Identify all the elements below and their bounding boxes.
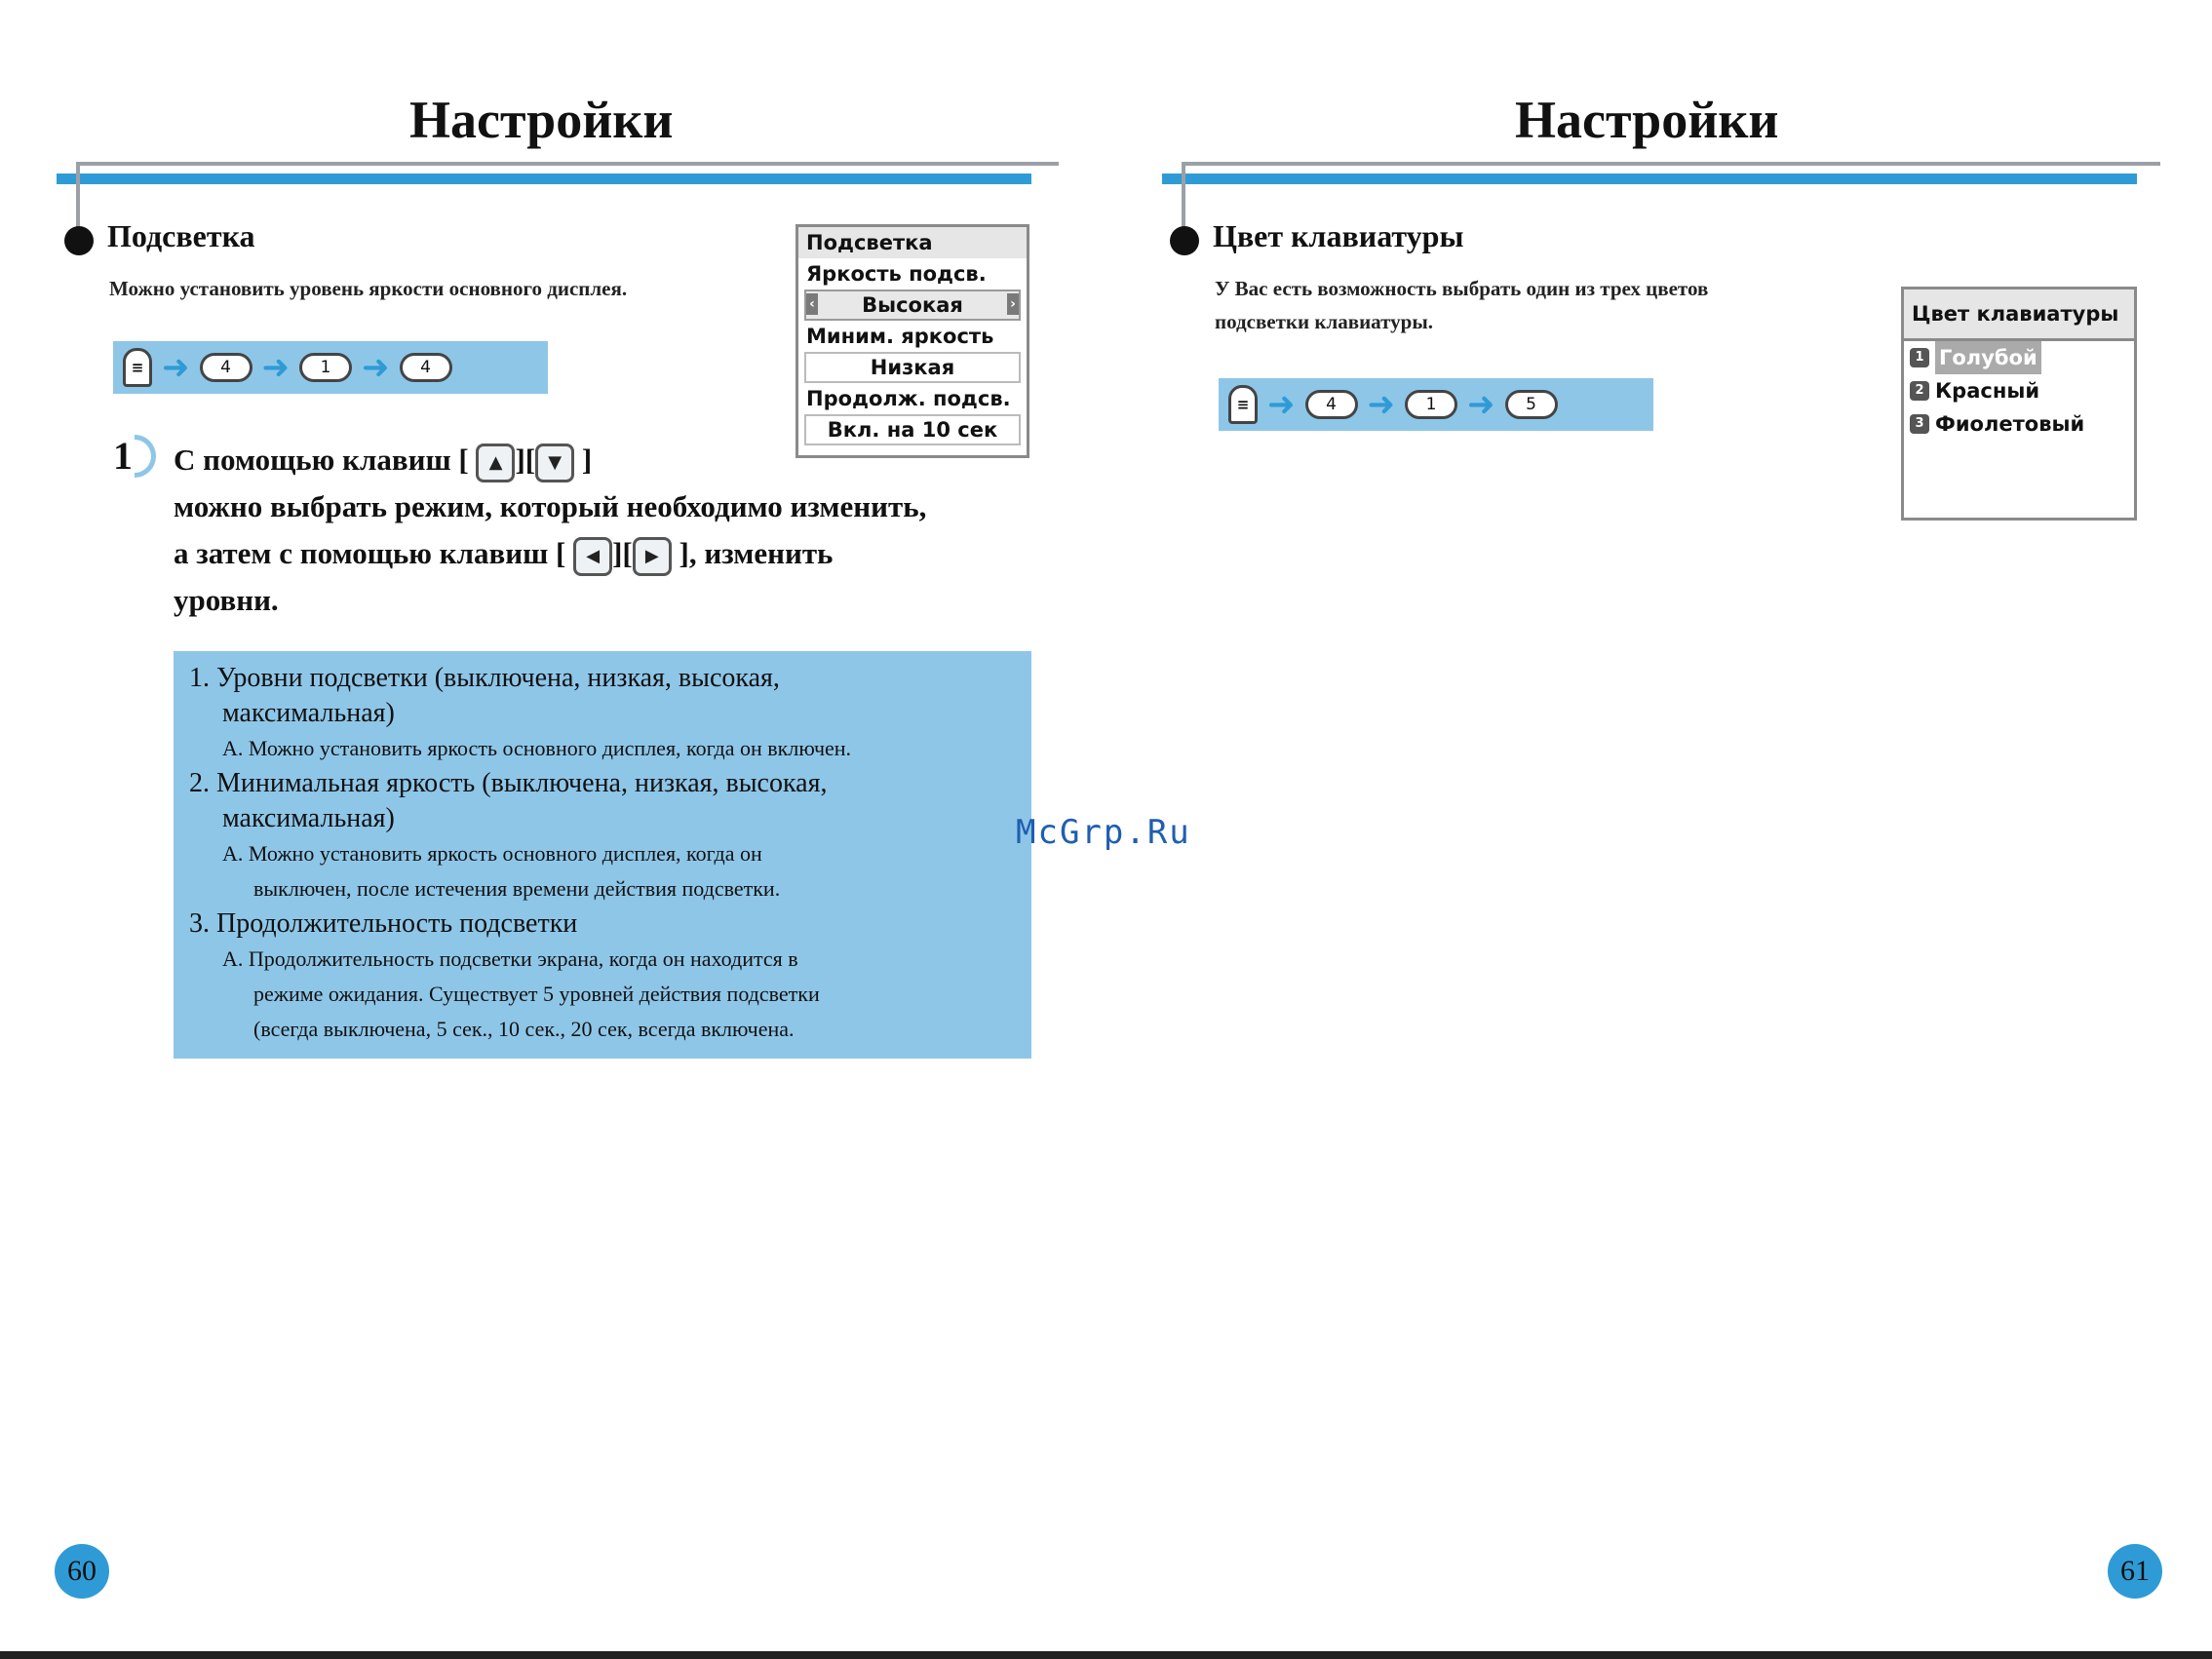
note-2-detail-cont: выключен, после истечения времени действия подсветки. [253, 876, 781, 901]
lcd-brightness-value: ‹ Высокая › [804, 289, 1021, 321]
section-bullet-right [1170, 226, 1199, 255]
lcd-row-min-brightness: Миним. яркость [806, 325, 994, 348]
step-number: 1 [113, 434, 133, 478]
left-arrow-icon: ‹ [806, 293, 818, 315]
title-rule-vertical-right [1182, 162, 1185, 230]
menu-key-icon: ≡ [1228, 385, 1258, 424]
lcd-row-brightness: Яркость подсв. [806, 262, 987, 286]
key-sequence-left [113, 341, 548, 394]
section-heading-right: Цвет клавиатуры [1213, 218, 1464, 253]
lcd-min-brightness-value: Низкая [804, 352, 1021, 383]
nav-left-key-icon: ◀ [573, 537, 612, 576]
watermark: McGrp.Ru [1016, 813, 1191, 852]
title-rule-vertical-left [76, 162, 80, 230]
intro-text-right-1: У Вас есть возможность выбрать один из трех цветов [1215, 277, 1709, 300]
section-bullet-left [64, 226, 94, 255]
number-3-icon: 3 [1910, 414, 1929, 434]
bottom-border [0, 1651, 2212, 1659]
lcd-item-blue: 1 Голубой [1904, 341, 2134, 374]
notes-panel [174, 651, 1031, 1059]
title-rule-blue-left [57, 174, 1031, 184]
key-5-icon: 5 [1505, 390, 1558, 419]
nav-down-key-icon: ▼ [535, 444, 574, 482]
note-2-detail: A. Можно установить яркость основного дисплея, когда он [222, 841, 762, 866]
lcd-backlight-screen [796, 224, 1029, 458]
intro-text-left: Можно установить уровень яркости основного дисплея. [109, 277, 628, 300]
page-title-left: Настройки [409, 91, 674, 149]
note-3-detail: A. Продолжительность подсветки экрана, когда он находится в [222, 946, 798, 971]
title-rule-blue-right [1162, 174, 2137, 184]
lcd-item-violet: 3 Фиолетовый [1904, 407, 2134, 441]
note-3-title: 3. Продолжительность подсветки [189, 908, 578, 939]
note-1-title-cont: максимальная) [222, 698, 395, 728]
arrow-right-icon: ➜ [1267, 385, 1296, 424]
title-rule-thin-right [1182, 162, 2160, 166]
page-title-right: Настройки [1515, 91, 1779, 149]
number-2-icon: 2 [1910, 381, 1929, 401]
page-number-right: 61 [2108, 1544, 2162, 1599]
lcd-keypad-color-screen [1901, 287, 2137, 521]
arrow-right-icon: ➜ [261, 348, 290, 387]
key-4-icon: 4 [200, 353, 252, 382]
key-4-icon: 4 [400, 353, 452, 382]
note-3-detail-cont: режиме ожидания. Существует 5 уровней действия подсветки [253, 982, 820, 1006]
step-instructions: С помощью клавиш [ ▲ ][ ▼ ] можно выбрать режим, который необходимо изменить, а затем с помощью клавиш [ ◀ ][ ▶ ], изменить уровни. [174, 443, 927, 617]
arrow-right-icon: ➜ [1367, 385, 1395, 424]
lcd-header: Подсветка [798, 227, 1027, 258]
lcd-item-red: 2 Красный [1904, 374, 2134, 407]
note-2-title: 2. Минимальная яркость (выключена, низкая, высокая, [189, 768, 828, 798]
right-arrow-icon: › [1007, 293, 1019, 315]
menu-key-icon: ≡ [123, 348, 152, 387]
note-2-title-cont: максимальная) [222, 803, 395, 833]
lcd-header: Цвет клавиатуры [1904, 289, 2134, 341]
key-sequence-right [1219, 378, 1653, 431]
key-4-icon: 4 [1305, 390, 1358, 419]
key-1-icon: 1 [1405, 390, 1457, 419]
section-heading-left: Подсветка [107, 218, 255, 253]
lcd-row-duration: Продолж. подсв. [806, 387, 1011, 410]
arrow-right-icon: ➜ [162, 348, 190, 387]
note-3-detail-cont2: (всегда выключена, 5 сек., 10 сек., 20 сек, всегда включена. [253, 1017, 795, 1041]
arrow-right-icon: ➜ [362, 348, 390, 387]
page-number-left: 60 [55, 1544, 109, 1599]
number-1-icon: 1 [1910, 348, 1929, 367]
nav-right-key-icon: ▶ [633, 537, 672, 576]
key-1-icon: 1 [299, 353, 352, 382]
step-arc-icon [135, 435, 156, 478]
lcd-duration-value: Вкл. на 10 сек [804, 414, 1021, 445]
title-rule-thin-left [76, 162, 1059, 166]
intro-text-right-2: подсветки клавиатуры. [1215, 310, 1434, 333]
arrow-right-icon: ➜ [1467, 385, 1495, 424]
note-1-title: 1. Уровни подсветки (выключена, низкая, высокая, [189, 663, 780, 693]
nav-up-key-icon: ▲ [476, 444, 515, 482]
note-1-detail: A. Можно установить яркость основного дисплея, когда он включен. [222, 736, 852, 760]
